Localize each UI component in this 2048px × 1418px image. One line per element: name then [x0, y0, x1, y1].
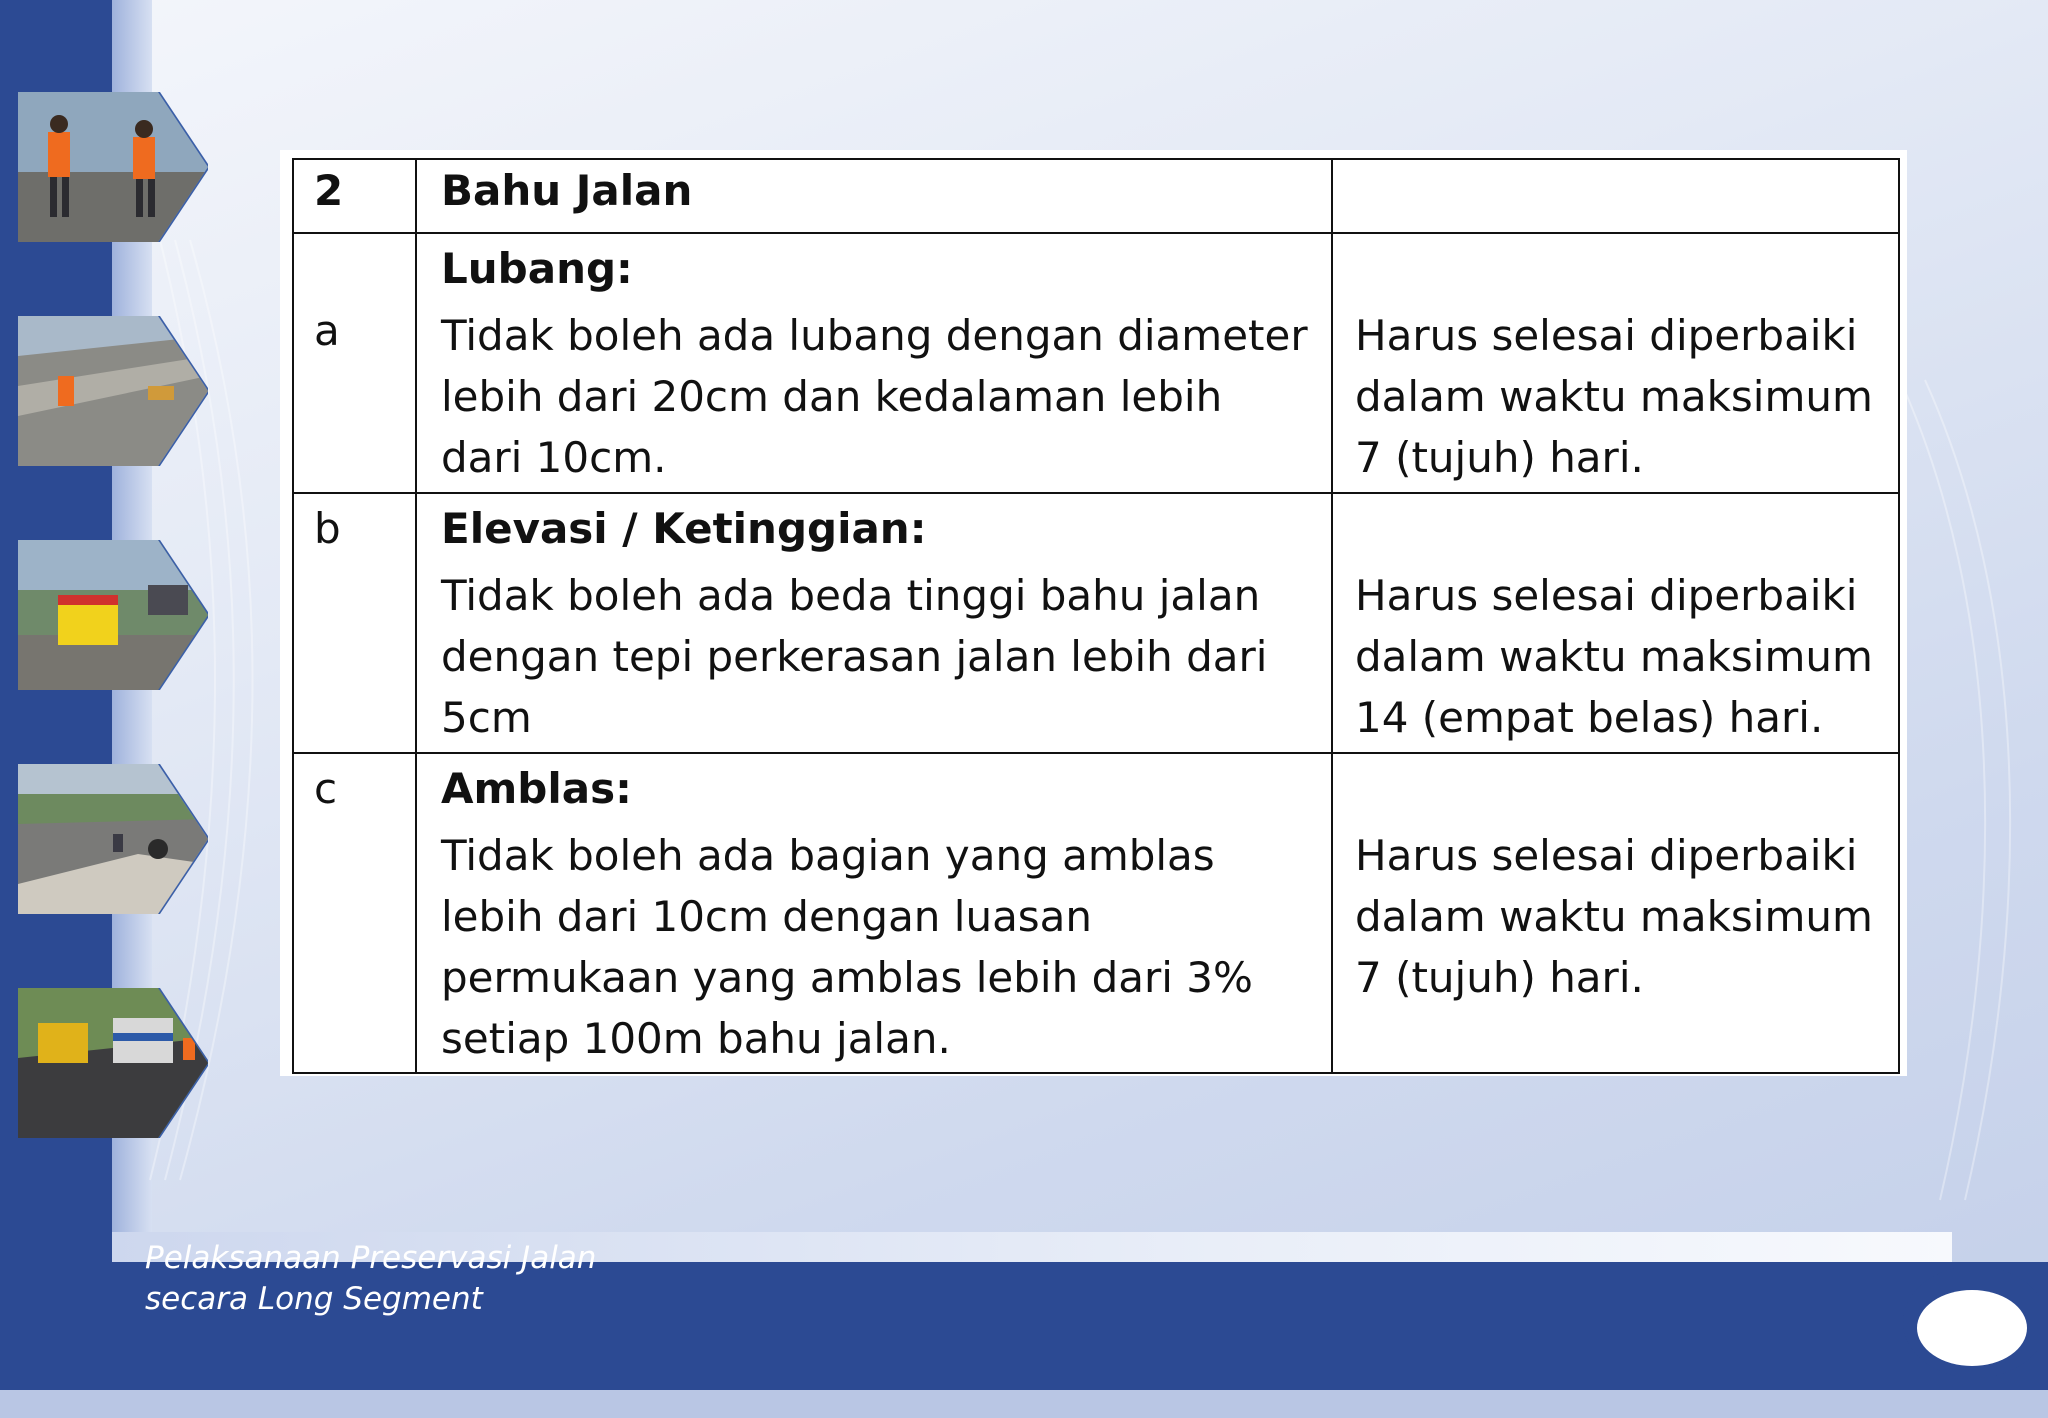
thumbnail-1: [18, 92, 208, 242]
content-panel: [280, 150, 1907, 1076]
row-letter: b: [314, 504, 341, 553]
row-title: Amblas:: [441, 764, 632, 813]
thumbnail-4: [18, 764, 208, 914]
table-row: [293, 493, 1899, 753]
thumbnail-5: [18, 988, 208, 1138]
construction-sign-photo-icon: [18, 540, 208, 690]
road-repair-photo-icon: [18, 316, 208, 466]
footer-bottom-strip: [0, 1390, 2048, 1418]
row-description: Tidak boleh ada beda tinggi bahu jalan dengan tepi perkerasan jalan lebih dari 5cm: [441, 571, 1268, 742]
thumbnail-3: [18, 540, 208, 690]
row-time-limit: Harus selesai diperbaiki dalam waktu maksimum 14 (empat belas) hari.: [1355, 571, 1873, 742]
section-time-cell: [1332, 159, 1899, 233]
row-time-limit: Harus selesai diperbaiki dalam waktu maksimum 7 (tujuh) hari.: [1355, 311, 1873, 482]
paving-machine-photo-icon: [18, 988, 208, 1138]
row-title: Elevasi / Ketinggian:: [441, 504, 927, 553]
section-number: 2: [293, 159, 416, 233]
footer-caption: [145, 1238, 596, 1320]
row-letter: c: [314, 764, 338, 813]
footer-oval-icon: [1880, 1252, 2040, 1412]
table-row: [293, 233, 1899, 493]
road-workers-photo-icon: [18, 92, 208, 242]
row-description: Tidak boleh ada bagian yang amblas lebih dari 10cm dengan luasan permukaan yang amblas lebih dari 3% setiap 100m bahu jalan.: [441, 831, 1253, 1063]
row-title: Lubang:: [441, 244, 633, 293]
table-row: [293, 753, 1899, 1073]
highway-work-photo-icon: [18, 764, 208, 914]
row-time-limit: Harus selesai diperbaiki dalam waktu maksimum 7 (tujuh) hari.: [1355, 831, 1873, 1002]
section-title: Bahu Jalan: [416, 159, 1332, 233]
footer-line-2: secara Long Segment: [145, 1281, 483, 1317]
thumbnail-2: [18, 316, 208, 466]
table-header-row: [293, 159, 1899, 233]
row-description: Tidak boleh ada lubang dengan diameter lebih dari 20cm dan kedalaman lebih dari 10cm.: [441, 311, 1308, 482]
row-letter: a: [314, 306, 340, 355]
footer-line-1: Pelaksanaan Preservasi Jalan: [145, 1240, 597, 1276]
specification-table: [292, 158, 1900, 1074]
